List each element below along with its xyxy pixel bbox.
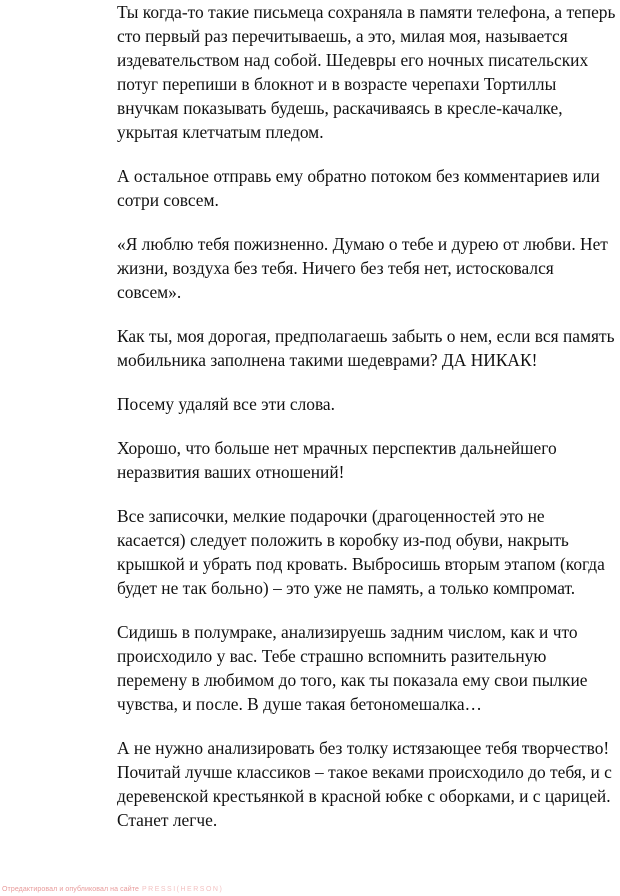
paragraph-1: Ты когда-то такие письмеца сохраняла в памяти телефона, а теперь сто первый раз перечитываешь, а это, милая моя, называется издевательством над собой. Шедевры его ночных писательских потуг перепиши в блокнот и в возрасте черепахи Тортиллы внучкам показывать будешь, раскачиваясь в кресле-качалке, укрытая клетчатым пледом. bbox=[117, 2, 616, 142]
footer-watermark bbox=[2, 886, 223, 893]
paragraph-7: Все записочки, мелкие подарочки (драгоценностей это не касается) следует положить в коробку из-под обуви, накрыть крышкой и убрать под кровать. Выбросишь вторым этапом (когда будет не так больно) – это уже не память, а только компромат. bbox=[117, 506, 605, 598]
paragraph-9: А не нужно анализировать без толку истязающее тебя творчество! Почитай лучше классиков – такое веками происходило до тебя, и с деревенской крестьянкой в красной юбке с оборками, и с царицей. Станет легче. bbox=[117, 738, 612, 830]
paragraph-3: «Я люблю тебя пожизненно. Думаю о тебе и дурею от любви. Нет жизни, воздуха без тебя. Ничего без тебя нет, истосковался совсем». bbox=[117, 234, 608, 302]
paragraph-6: Хорошо, что больше нет мрачных перспектив дальнейшего неразвития ваших отношений! bbox=[117, 438, 557, 482]
footer-site-link[interactable]: PRESSI(HERSON) bbox=[142, 886, 224, 893]
footer-text: Отредактировал и опубликовал на сайте bbox=[2, 886, 139, 893]
paragraph-8: Сидишь в полумраке, анализируешь задним числом, как и что происходило у вас. Тебе страшно вспомнить разительную перемену в любимом до того, как ты показала ему свои пылкие чувства, и после. В душе такая бетономешалка… bbox=[117, 622, 588, 714]
paragraph-2: А остальное отправь ему обратно потоком без комментариев или сотри совсем. bbox=[117, 166, 600, 210]
document-body bbox=[117, 0, 617, 852]
paragraph-5: Посему удаляй все эти слова. bbox=[117, 394, 336, 414]
paragraph-4: Как ты, моя дорогая, предполагаешь забыть о нем, если вся память мобильника заполнена такими шедеврами? ДА НИКАК! bbox=[117, 326, 615, 370]
